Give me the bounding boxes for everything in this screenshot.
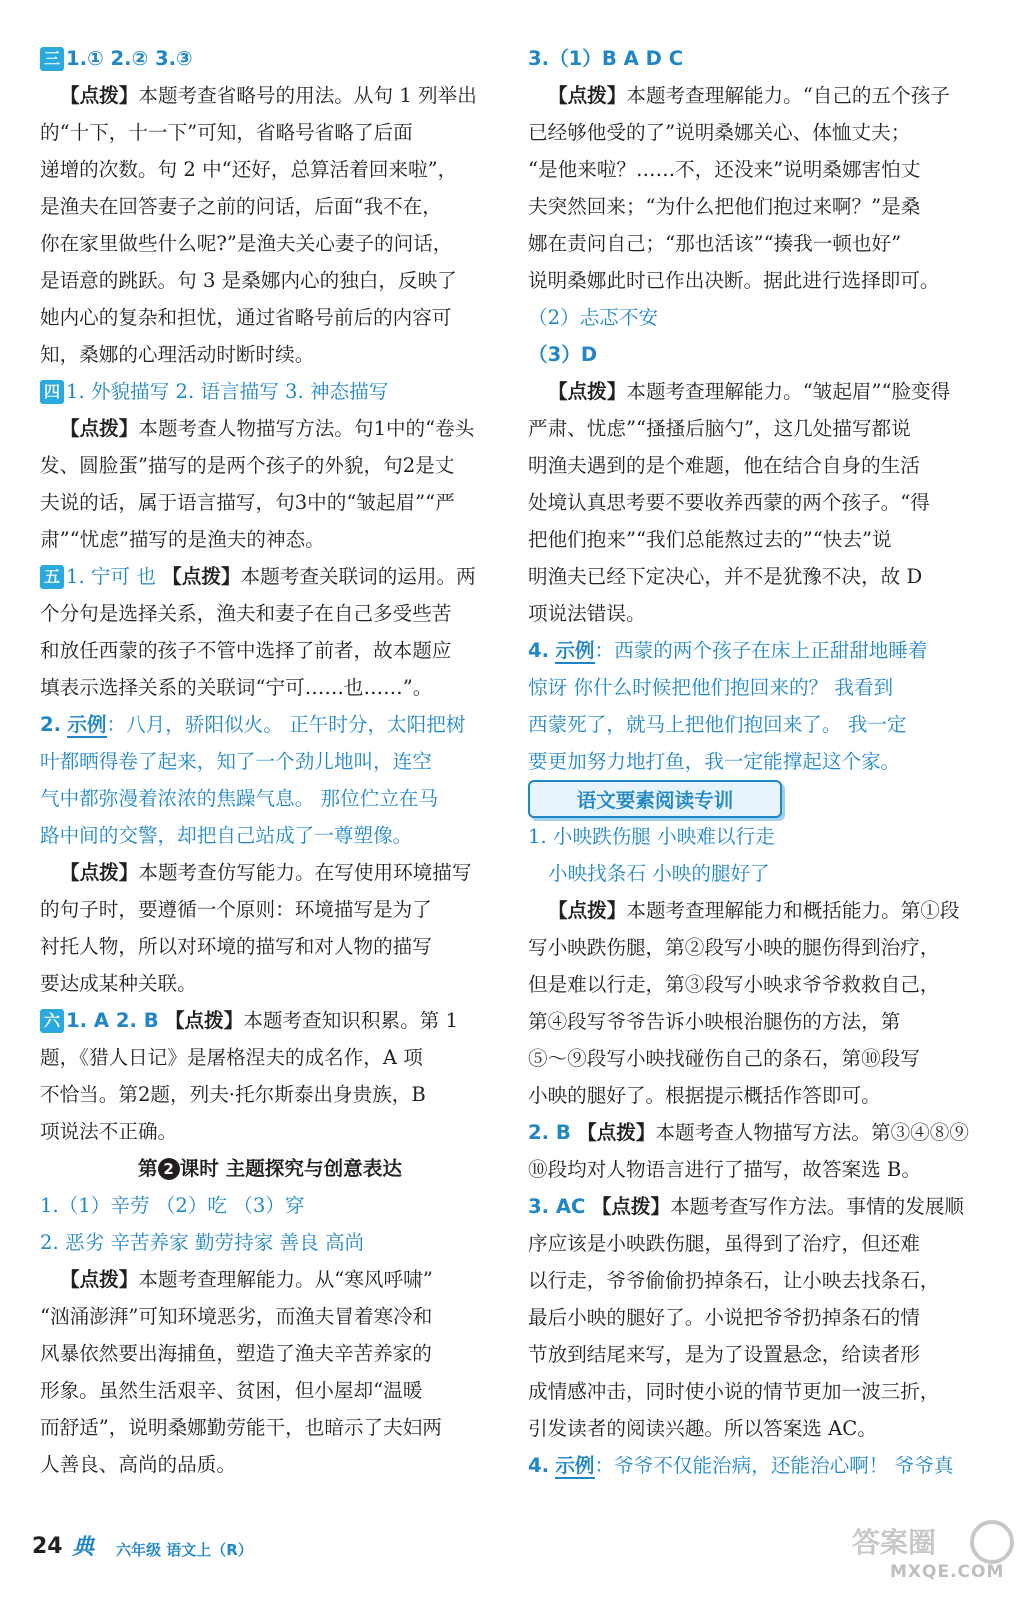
section-5-q2: 2. 示例：八月，骄阳似火。 正午时分，太阳把树 叶都晒得卷了起来，知了一个劲儿地叫，连空 气中都弥漫着浓浓的焦躁气息。 那位伫立在马 路中间的交警，却把自己站成了一尊塑像。 【点拨】本题考查仿写能力。在写使用环境描写 的句子时，要遵循一个原则：环境描写是为了 衬托人物，所以对环境的描写和对人物的描写 要达成某种关联。 xyxy=(40,713,472,995)
q3-3-explanation: 【点拨】本题考查理解能力。“皱起眉”“脸变得 严肃、忧虑”“搔搔后脑勺”，这几处描写都说 明渔夫遇到的是个难题，他在结合自身的生活 处境认真思考要不要收养西蒙的两个孩子。“得 把他们抱来”“我们总能熬过去的”“快去”说 明渔夫已经下定决心，并不是犹豫不决，故 D 项说法错误。 xyxy=(528,380,951,625)
section-3-explanation: 【点拨】本题考查省略号的用法。从句 1 列举出 的“十下，十一下”可知，省略号省略了后面 递增的次数。句 2 中“还好，总算活着回来啦”， 是渔夫在回答妻子之前的问话，后面“我不在， 你在家里做些什么呢?”是渔夫关心妻子的问话， 是语意的跳跃。句 3 是桑娜内心的独白，反映了 她内心的复杂和担忧，通过省略号前后的内容可 知，桑娜的心理活动时断时续。 xyxy=(40,84,477,366)
page-number: 24 xyxy=(32,1534,63,1559)
q3-answer: 3.（1）B A D C xyxy=(528,47,684,70)
section-4-explanation: 【点拨】本题考查人物描写方法。句1中的“卷头 发、圆脸蛋”描写的是两个孩子的外貌，句2是丈 夫说的话，属于语言描写，句3中的“皱起眉”“严 肃”“忧虑”描写的是渔夫的神态。 xyxy=(40,417,475,551)
lesson-heading: 第 2 课时 主题探究与创意表达 xyxy=(138,1157,402,1180)
b1-explanation: 【点拨】本题考查理解能力和概括能力。第①段 写小映跌伤腿，第②段写小映的腿伤得到治疗， 但是难以行走，第③段写小映求爷爷救救自己， 第④段写爷爷告诉小映根治腿伤的方法，第 ⑤～⑨段写小映找碰伤自己的条石，第⑩段写 小映的腿好了。根据提示概括作答即可。 xyxy=(528,899,960,1107)
lesson-q2: 2. 恶劣 辛苦养家 勤劳持家 善良 高尚 xyxy=(40,1231,365,1254)
series-label: 六年级 语文上（R） xyxy=(116,1541,253,1559)
brand-logo: 典 xyxy=(72,1535,95,1560)
watermark-logo-icon xyxy=(842,1518,1022,1568)
section-4-answers: 四 1. 外貌描写 2. 语言描写 3. 神态描写 xyxy=(40,373,500,410)
q3-3-answer: （3）D xyxy=(528,343,598,366)
b1-answer-b: 小映找条石 小映的腿好了 xyxy=(548,862,770,885)
watermark xyxy=(842,1518,1022,1594)
b2: 2. B 【点拨】本题考查人物描写方法。第③④⑧⑨ ⑩段均对人物语言进行了描写，故答案选 B。 xyxy=(528,1121,969,1181)
left-column xyxy=(40,40,500,1483)
lesson-number: 2 xyxy=(158,1158,180,1180)
right-column xyxy=(528,40,990,1484)
b3: 3. AC 【点拨】本题考查写作方法。事情的发展顺 序应该是小映跌伤腿，虽得到了治疗，但还难 以行走，爷爷偷偷扔掉条石，让小映去找条石， 最后小映的腿好了。小说把爷爷扔掉条石的情 节放到结尾来写，是为了设置悬念，给读者形 成情感冲击，同时使小说的情节更加一波三折， 引发读者的阅读兴趣。所以答案选 AC。 xyxy=(528,1195,964,1440)
q4-example: 4. 示例：西蒙的两个孩子在床上正甜甜地睡着 惊讶 你什么时候把他们抱回来的？ 我看到 西蒙死了，就马上把他们抱回来了。 我一定 要更加努力地打鱼，我一定能撑起这个家。 xyxy=(528,639,928,773)
lesson-q1: 1.（1）辛劳 （2）吃 （3）穿 xyxy=(40,1194,305,1217)
section-5-q1: 五 1. 宁可 也 【点拨】本题考查关联词的运用。两 个分句是选择关系，渔夫和妻子在自己多受些苦 和放任西蒙的孩子不管中选择了前者，故本题应 填表示选择关系的关联词“宁可……也……”。 xyxy=(40,565,476,699)
section-3-answers: 三 1.① 2.② 3.③ xyxy=(40,40,500,77)
q3-2-answer: （2）忐忑不安 xyxy=(528,306,659,329)
section-6: 六 1. A 2. B 【点拨】本题考查知识积累。第 1 题，《猎人日记》是屠格涅夫的成名作，A 项 不恰当。第2题，列夫·托尔斯泰出身贵族，B 项说法不正确。 xyxy=(40,1009,458,1143)
page-footer xyxy=(28,1530,358,1570)
section-badge: 六 xyxy=(40,1009,64,1033)
section-badge: 五 xyxy=(40,565,64,589)
watermark-label: 答案圈 xyxy=(852,1526,937,1559)
watermark-text: MXQE.COM xyxy=(890,1562,1005,1582)
section-badge: 三 xyxy=(40,47,64,71)
b4: 4. 示例：爷爷不仅能治病，还能治心啊！ 爷爷真 xyxy=(528,1454,954,1477)
b1-answer-a: 1. 小映跌伤腿 小映难以行走 xyxy=(528,825,775,848)
q3-explanation: 【点拨】本题考查理解能力。“自己的五个孩子 已经够他受的了”说明桑娜关心、体恤丈夫； “是他来啦？……不，还没来”说明桑娜害怕丈 夫突然回来；“为什么把他们抱过来啊？”是桑 娜在责问自己；“那也活该”“揍我一顿也好” 说明桑娜此时已作出决断。据此进行选择即可。 xyxy=(528,84,950,292)
section-badge: 四 xyxy=(40,380,64,404)
section-banner: 语文要素阅读专训 xyxy=(528,780,782,818)
lesson-q2-explanation: 【点拨】本题考查理解能力。从“寒风呼啸” “汹涌澎湃”可知环境恶劣，而渔夫冒着寒冷和 风暴依然要出海捕鱼，塑造了渔夫辛苦养家的 形象。虽然生活艰辛、贫困，但小屋却“温暖 而舒适”，说明桑娜勤劳能干，也暗示了夫妇两 人善良、高尚的品质。 xyxy=(40,1268,442,1476)
